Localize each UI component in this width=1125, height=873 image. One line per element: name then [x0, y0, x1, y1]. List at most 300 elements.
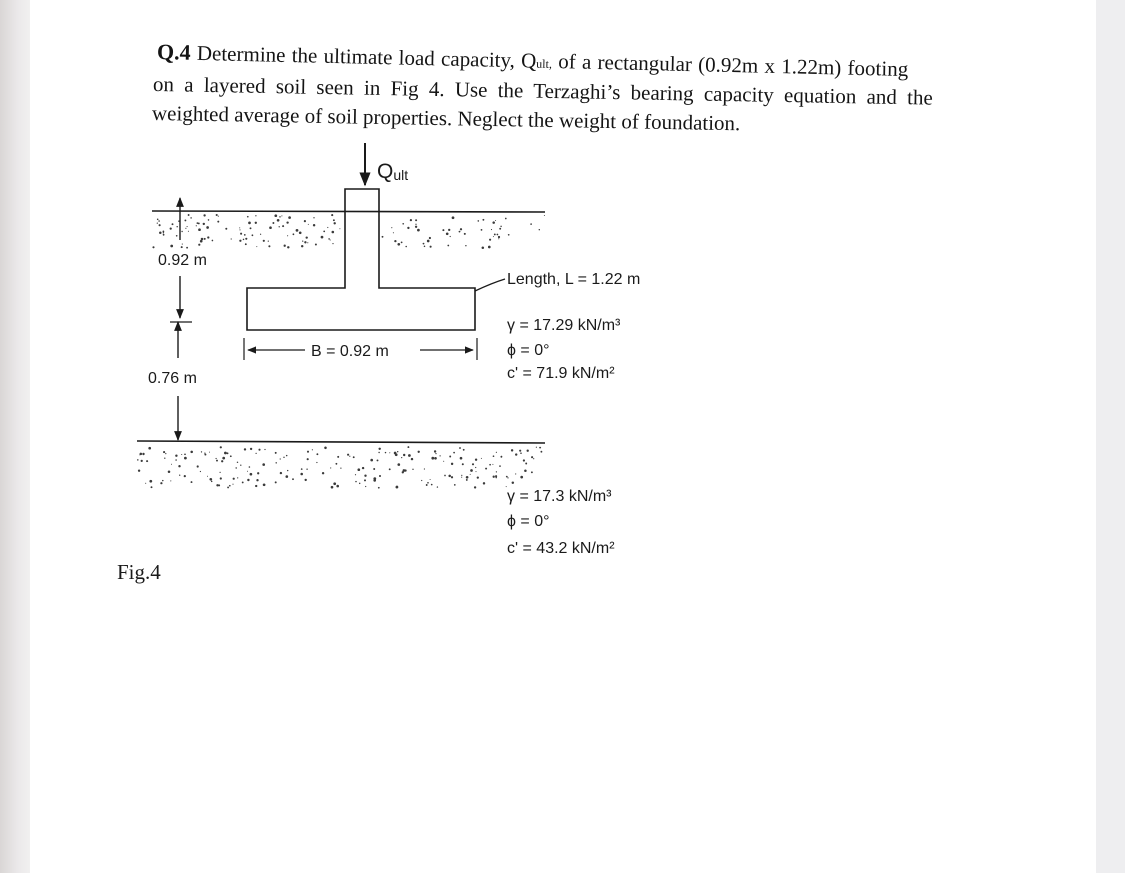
soil-dot: [242, 481, 244, 483]
soil-dot: [424, 468, 425, 469]
soil-dot: [506, 476, 508, 478]
soil-dot: [447, 245, 449, 247]
soil-dot: [527, 450, 529, 452]
soil-dot: [418, 451, 420, 453]
soil-dot: [149, 480, 152, 483]
soil-dot: [442, 229, 444, 231]
soil-dot: [218, 484, 220, 486]
soil-dot: [389, 452, 390, 453]
soil-dot: [215, 458, 216, 459]
soil-dot: [170, 227, 172, 229]
soil-dot: [395, 453, 398, 456]
soil-dot: [145, 483, 146, 484]
soil-dot: [184, 457, 187, 460]
soil-dot: [461, 475, 462, 476]
soil-dot: [184, 475, 186, 477]
soil-dot: [489, 464, 491, 466]
soil-dot: [328, 238, 330, 240]
soil-dot: [544, 215, 545, 216]
soil-dot: [488, 246, 491, 249]
soil-dot: [332, 231, 335, 234]
soil-dot: [313, 217, 314, 218]
soil-dot: [201, 451, 202, 452]
soil-dot: [539, 447, 541, 449]
soil-dot: [407, 446, 409, 448]
soil-dot: [481, 458, 482, 459]
soil-dot: [322, 472, 324, 474]
soil-dot: [462, 463, 464, 465]
soil-dot: [491, 229, 492, 230]
question-number: Q.4: [156, 39, 191, 65]
soil-dot: [448, 475, 451, 478]
soil-dot: [240, 233, 242, 235]
footing-outline: [247, 189, 475, 330]
soil-dot: [176, 226, 177, 227]
soil-dot: [285, 475, 288, 478]
soil-dot: [429, 237, 431, 239]
soil-dot: [437, 486, 438, 487]
soil-dot: [396, 486, 398, 488]
soil-dot: [178, 465, 180, 467]
soil-dot: [227, 452, 229, 454]
soil-dot: [216, 460, 218, 462]
soil-dot: [198, 228, 201, 231]
soil-dot: [260, 234, 261, 235]
soil-dot: [482, 247, 485, 250]
soil-dot: [477, 476, 479, 478]
soil-dot: [477, 220, 479, 222]
soil-dot: [508, 234, 510, 236]
soil-dot: [401, 242, 403, 244]
soil-dot: [446, 232, 449, 235]
soil-dot: [497, 234, 499, 236]
soil-dot: [357, 468, 360, 471]
soil-dot: [275, 462, 276, 463]
soil-dot: [157, 219, 159, 221]
soil-dot: [515, 453, 517, 455]
soil-dot: [401, 457, 402, 458]
soil-dot: [224, 452, 227, 455]
soil-dot: [279, 216, 280, 217]
soil-dot: [449, 456, 451, 458]
soil-dot: [500, 226, 501, 227]
soil-dot: [299, 231, 302, 234]
soil-dot: [472, 463, 474, 465]
soil-dot: [382, 236, 384, 238]
soil-dot: [525, 463, 527, 465]
soil-dot: [301, 468, 303, 470]
soil-dot: [453, 452, 455, 454]
soil-dot: [187, 226, 188, 227]
soil-dot: [435, 453, 436, 454]
soil-dot: [530, 223, 532, 225]
soil-dot: [304, 241, 306, 243]
soil-dot: [209, 452, 210, 453]
soil-dot: [340, 467, 341, 468]
soil-dot: [315, 243, 317, 245]
soil-dot: [331, 214, 333, 216]
soil-dot: [207, 476, 208, 477]
soil-dot: [494, 233, 496, 235]
soil-dot: [256, 479, 258, 481]
soil-dot: [277, 219, 280, 222]
soil-dot: [434, 457, 437, 460]
soil-dot: [207, 236, 209, 238]
layer1-gamma: γ = 17.29 kN/m³: [507, 317, 621, 334]
soil-dot: [431, 484, 433, 486]
soil-dot: [463, 449, 465, 451]
soil-dot: [475, 459, 477, 461]
soil-dot: [373, 479, 376, 482]
soil-dot: [250, 473, 253, 476]
load-label: Qult: [377, 160, 409, 183]
soil-dot: [493, 476, 495, 478]
soil-dot: [168, 470, 171, 473]
depth-bottom-label: 0.76 m: [148, 370, 197, 387]
soil-dot: [302, 240, 303, 241]
soil-dot: [347, 454, 349, 456]
soil-dot: [461, 477, 462, 478]
soil-dot: [204, 452, 205, 453]
soil-dot: [230, 455, 232, 457]
soil-dot: [252, 234, 254, 236]
soil-dot: [185, 228, 186, 229]
soil-dot: [355, 474, 356, 475]
soil-dot: [159, 224, 161, 226]
soil-dot: [349, 456, 350, 457]
soil-dot: [459, 447, 461, 449]
soil-dot: [255, 485, 257, 487]
soil-dot: [489, 239, 491, 241]
soil-dot: [365, 486, 366, 487]
soil-dot: [262, 463, 265, 466]
soil-dot: [408, 454, 411, 457]
soil-dot: [209, 478, 212, 481]
soil-dot: [512, 482, 514, 484]
qult-main: Q: [520, 48, 537, 73]
soil-dot: [533, 458, 534, 459]
soil-dot: [495, 475, 497, 477]
soil-dot: [515, 473, 516, 474]
soil-dot: [337, 456, 339, 458]
soil-dot: [184, 453, 186, 455]
soil-dot: [306, 468, 307, 469]
soil-dot: [434, 450, 436, 452]
soil-dot: [321, 236, 324, 239]
soil-dot: [163, 231, 165, 233]
soil-dot: [247, 471, 248, 472]
soil-dot: [163, 234, 165, 236]
soil-dot: [237, 462, 238, 463]
soil-dot: [240, 465, 241, 466]
soil-dot: [427, 240, 430, 243]
soil-dot: [332, 243, 333, 244]
question-text-part: Determine the ultimate load capacity,: [196, 40, 516, 73]
soil-dot: [373, 468, 375, 470]
soil-dot: [451, 463, 453, 465]
soil-dot: [379, 475, 381, 477]
soil-dot: [397, 463, 400, 466]
soil-dot: [201, 238, 204, 241]
soil-dot: [257, 472, 259, 474]
soil-dot: [531, 456, 533, 458]
soil-dot: [316, 462, 317, 463]
soil-dot: [176, 235, 178, 237]
soil-dot: [330, 239, 331, 240]
soil-dot: [421, 480, 422, 481]
soil-dot: [225, 228, 227, 230]
soil-stipple-top: [152, 214, 544, 249]
soil-dot: [263, 240, 265, 242]
soil-dot: [160, 482, 162, 484]
soil-dot: [397, 243, 400, 246]
soil-dot: [370, 459, 373, 462]
soil-dot: [216, 214, 218, 216]
soil-dot: [165, 453, 166, 454]
soil-dot: [511, 449, 513, 451]
soil-dot: [288, 216, 291, 219]
soil-dot: [336, 485, 339, 488]
soil-dot: [250, 448, 252, 450]
soil-dot: [407, 227, 409, 229]
soil-dot: [391, 227, 392, 228]
soil-dot: [222, 457, 225, 460]
question-line-3: weighted average of soil properties. Neglect the weight of foundation.: [151, 101, 741, 136]
soil-dot: [448, 229, 450, 231]
soil-dot: [378, 452, 379, 453]
soil-dot: [200, 240, 203, 243]
soil-dot: [496, 452, 497, 453]
soil-dot: [300, 473, 303, 476]
layer2-cohesion: c' = 43.2 kN/m²: [507, 540, 615, 557]
soil-dot: [524, 470, 527, 473]
soil-dot: [137, 459, 139, 461]
soil-dot: [296, 229, 299, 232]
layer2-phi: ϕ = 0°: [507, 513, 550, 530]
soil-dot: [460, 457, 463, 460]
soil-dot: [304, 220, 306, 222]
soil-dot: [324, 447, 327, 450]
question-text-part: of a rectangular (0.92m x 1.22m) footing: [557, 49, 909, 82]
soil-dot: [269, 226, 272, 229]
soil-dot: [248, 222, 251, 225]
soil-dot: [377, 459, 379, 461]
soil-dot: [540, 451, 542, 453]
soil-dot: [426, 484, 428, 486]
soil-dot: [287, 235, 288, 236]
soil-dot: [378, 487, 380, 489]
soil-dot: [499, 228, 501, 230]
soil-dot: [138, 470, 140, 472]
soil-dot: [163, 451, 165, 453]
soil-dot: [466, 479, 468, 481]
soil-dot: [229, 485, 231, 487]
soil-dot: [211, 481, 213, 483]
soil-dot: [493, 236, 494, 237]
soil-dot: [415, 219, 417, 221]
soil-dot: [431, 457, 434, 460]
soil-dot: [330, 467, 331, 468]
soil-dot: [519, 450, 521, 452]
soil-dot: [235, 467, 236, 468]
soil-dot: [308, 224, 309, 225]
soil-dot: [335, 463, 337, 465]
soil-dot: [307, 458, 309, 460]
soil-dot: [293, 233, 295, 235]
soil-dot: [239, 240, 241, 242]
length-label: Length, L = 1.22 m: [507, 271, 641, 288]
soil-dot: [280, 472, 282, 474]
soil-dot: [465, 245, 466, 246]
soil-dot: [312, 449, 313, 450]
soil-dot: [523, 459, 525, 461]
soil-dot: [286, 455, 287, 456]
soil-stipple-bottom: [137, 446, 542, 488]
soil-dot: [287, 470, 288, 471]
soil-dot: [175, 459, 177, 461]
soil-dot: [498, 238, 499, 239]
soil-dot: [280, 458, 281, 459]
figure-caption: Fig.4: [117, 560, 161, 584]
soil-dot: [139, 454, 140, 455]
soil-dot: [272, 222, 274, 224]
soil-dot: [221, 460, 223, 462]
soil-dot: [355, 481, 356, 482]
soil-dot: [507, 477, 508, 478]
soil-dot: [410, 219, 412, 221]
soil-dot: [244, 448, 246, 450]
soil-dot: [333, 219, 335, 221]
soil-dot: [159, 231, 162, 234]
soil-dot: [536, 447, 537, 448]
layer1-phi: ϕ = 0°: [507, 342, 550, 359]
soil-dot: [197, 465, 199, 467]
soil-dot: [394, 240, 396, 242]
soil-dot: [171, 464, 172, 465]
soil-dot: [204, 238, 206, 240]
soil-dot: [482, 219, 484, 221]
soil-dot: [403, 454, 405, 456]
soil-dot: [218, 216, 219, 217]
soil-dot: [451, 476, 453, 478]
soil-dot: [203, 214, 205, 216]
soil-dot: [181, 246, 183, 248]
soil-dot: [148, 447, 151, 450]
soil-dot: [255, 222, 257, 224]
soil-dot: [190, 451, 193, 454]
soil-dot: [520, 452, 522, 454]
soil-dot: [500, 456, 502, 458]
soil-dot: [220, 446, 222, 448]
soil-dot: [466, 476, 469, 479]
soil-dot: [474, 486, 476, 488]
soil-dot: [237, 477, 238, 478]
soil-dot: [424, 246, 426, 248]
soil-dot: [233, 478, 235, 480]
soil-dot: [364, 479, 366, 481]
soil-dot: [282, 225, 284, 227]
soil-dot: [505, 218, 507, 220]
soil-dot: [506, 486, 507, 487]
soil-dot: [305, 479, 307, 481]
soil-dot: [231, 238, 232, 239]
soil-dot: [182, 244, 183, 245]
soil-dot: [275, 452, 277, 454]
soil-dot: [483, 482, 485, 484]
soil-dot: [427, 482, 429, 484]
soil-dot: [333, 482, 336, 485]
soil-dot: [158, 220, 160, 222]
soil-dot: [287, 246, 289, 248]
width-label: B = 0.92 m: [311, 343, 389, 360]
soil-dot: [181, 454, 182, 455]
soil-dot: [481, 229, 483, 231]
layer-boundary-line: [137, 441, 545, 443]
soil-dot: [403, 469, 406, 472]
soil-dot: [227, 486, 229, 488]
soil-dot: [439, 455, 440, 456]
soil-dot: [389, 468, 391, 470]
soil-dot: [204, 454, 206, 456]
soil-dot: [339, 228, 340, 229]
soil-dot: [239, 229, 240, 230]
soil-dot: [475, 471, 476, 472]
soil-dot: [142, 453, 144, 455]
soil-dot: [255, 453, 256, 454]
soil-dot: [152, 246, 154, 248]
soil-dot: [452, 216, 455, 219]
soil-dot: [327, 227, 328, 228]
soil-dot: [499, 465, 501, 467]
soil-dot: [364, 475, 366, 477]
soil-dot: [196, 225, 197, 226]
soil-dot: [184, 219, 186, 221]
soil-dot: [245, 238, 247, 240]
soil-dot: [496, 471, 497, 472]
soil-dot: [423, 243, 425, 245]
soil-dot: [459, 231, 461, 233]
soil-dot: [255, 215, 256, 216]
soil-dot: [186, 247, 188, 249]
soil-dot: [520, 476, 523, 479]
soil-dot: [279, 226, 280, 227]
soil-dot: [485, 468, 487, 470]
soil-dot: [450, 236, 451, 237]
soil-dot: [244, 234, 246, 236]
soil-dot: [443, 461, 444, 462]
length-leader: [475, 279, 505, 291]
soil-dot: [206, 226, 209, 229]
soil-dot: [475, 467, 476, 468]
soil-dot: [454, 484, 456, 486]
soil-dot: [284, 245, 286, 247]
soil-dot: [157, 222, 158, 223]
soil-dot: [268, 240, 269, 241]
soil-dot: [243, 239, 245, 241]
soil-dot: [415, 224, 416, 225]
soil-dot: [220, 477, 222, 479]
soil-dot: [232, 484, 233, 485]
soil-dot: [460, 228, 462, 230]
soil-dot: [430, 246, 432, 248]
soil-dot: [307, 242, 308, 243]
soil-dot: [188, 214, 190, 216]
soil-dot: [188, 231, 189, 232]
soil-dot: [492, 464, 493, 465]
soil-dot: [430, 479, 431, 480]
soil-dot: [539, 229, 540, 230]
soil-dot: [256, 246, 257, 247]
